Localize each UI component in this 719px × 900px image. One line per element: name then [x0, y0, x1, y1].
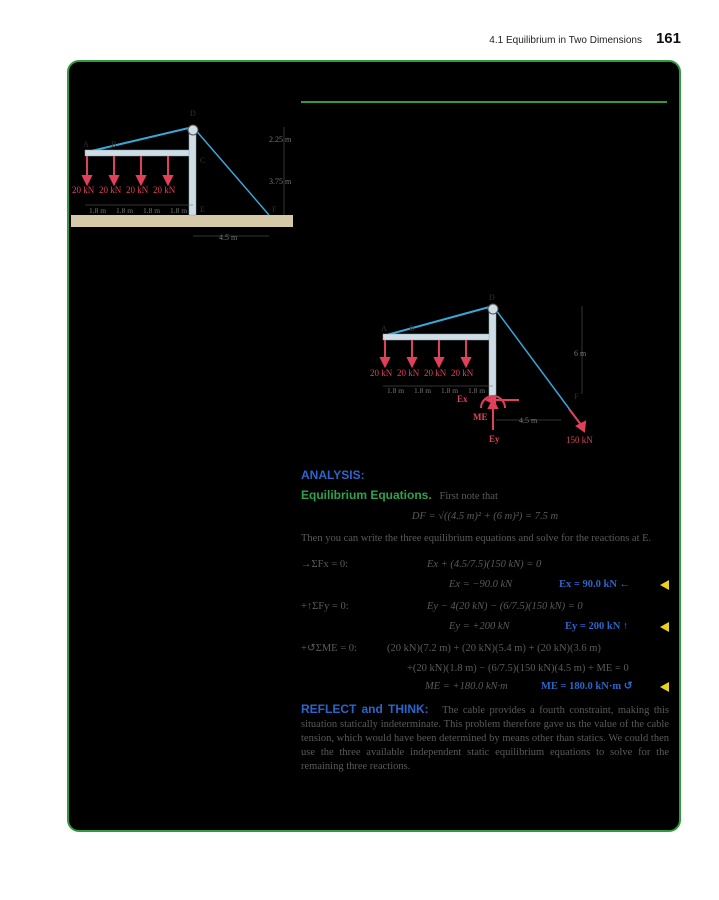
spacing-label: 1.8 m	[143, 206, 161, 215]
dim-h2: 3.75 m	[269, 177, 292, 186]
pulley-d	[188, 125, 198, 135]
ground	[71, 215, 293, 227]
spacing-label: 1.8 m	[441, 386, 459, 395]
figure-free-body	[369, 294, 609, 444]
spacing-label: 1.8 m	[468, 386, 486, 395]
eq1: Ex + (4.5/7.5)(150 kN) = 0	[427, 559, 542, 570]
page-number: 161	[655, 30, 681, 47]
eq3-answer: ME = 180.0 kN·m ↺	[541, 681, 633, 692]
equilibrium-heading: Equilibrium Equations.	[301, 488, 432, 502]
label-b: B	[409, 324, 415, 333]
equation-row	[301, 618, 669, 636]
dim-base: 4.5 m	[219, 233, 238, 242]
label-d: D	[489, 294, 495, 302]
cable-force-label: 150 kN	[566, 435, 593, 444]
cable-df	[87, 127, 193, 152]
equation-row	[301, 658, 669, 678]
section-title: 4.1 Equilibrium in Two Dimensions	[489, 35, 642, 46]
label-e: E	[200, 205, 205, 214]
answer-marker-icon	[660, 622, 669, 632]
eq1-answer: Ex = 90.0 kN ←	[559, 579, 631, 590]
eq3-part1: (20 kN)(7.2 m) + (20 kN)(5.4 m) + (20 kN)(3.6 m)	[387, 643, 601, 654]
green-rule	[301, 101, 667, 103]
sample-problem-panel	[67, 60, 681, 832]
analysis-heading: ANALYSIS:	[301, 468, 365, 482]
load-label: 20 kN	[99, 185, 122, 195]
page-header	[489, 30, 681, 47]
label-a: A	[83, 140, 89, 149]
eq2-result: Ey = +200 kN	[449, 621, 510, 632]
eq2-label: +↑ΣFy = 0:	[301, 601, 349, 612]
label-c: C	[200, 156, 206, 165]
label-f: F	[272, 205, 277, 214]
load-label: 20 kN	[72, 185, 95, 195]
solution-text	[301, 468, 669, 774]
dim-h: 6 m	[574, 349, 587, 358]
equation-row	[301, 556, 669, 576]
reflect-heading: REFLECT and THINK:	[301, 702, 429, 716]
label-me: ME	[473, 412, 488, 422]
label-ex: Ex	[457, 394, 468, 404]
eq3-result: ME = +180.0 kN·m	[425, 681, 508, 692]
label-b: B	[111, 140, 117, 149]
load-arrows	[83, 156, 172, 184]
eq1-result: Ex = −90.0 kN	[449, 579, 513, 590]
spacing-label: 1.8 m	[387, 386, 405, 395]
equation-row	[301, 678, 669, 696]
cable-dF	[193, 127, 269, 215]
beam-ab	[383, 334, 495, 340]
spacing-label: 1.8 m	[414, 386, 432, 395]
cable-df	[383, 306, 493, 336]
eq2-answer: Ey = 200 kN ↑	[565, 621, 629, 632]
post-de	[189, 127, 196, 215]
answer-marker-icon	[660, 580, 669, 590]
dim-base: 4.5 m	[519, 416, 538, 425]
spacing-label: 1.8 m	[170, 206, 188, 215]
load-label: 20 kN	[370, 368, 393, 378]
load-label: 20 kN	[153, 185, 176, 195]
df-equation: DF = √((4.5 m)² + (6 m)²) = 7.5 m	[411, 511, 559, 522]
eq3-part2: +(20 kN)(1.8 m) − (6/7.5)(150 kN)(4.5 m) + ME = 0	[407, 663, 629, 674]
intro-paragraph: Then you can write the three equilibrium equations and solve for the reactions at E.	[301, 533, 652, 544]
load-label: 20 kN	[126, 185, 149, 195]
post-de	[489, 306, 496, 396]
pulley-d	[488, 304, 498, 314]
label-ey: Ey	[489, 434, 500, 444]
eq1-label: →ΣFx = 0:	[301, 559, 349, 570]
dim-h1: 2.25 m	[269, 135, 292, 144]
cable-dF	[493, 306, 579, 422]
load-label: 20 kN	[397, 368, 420, 378]
eq2: Ey − 4(20 kN) − (6/7.5)(150 kN) = 0	[427, 601, 583, 612]
label-f: F	[574, 392, 579, 401]
label-a: A	[381, 324, 387, 333]
equation-row	[301, 576, 669, 594]
answer-marker-icon	[660, 682, 669, 692]
intro-text: First note that	[439, 491, 498, 502]
equation-row	[301, 598, 669, 618]
reflect-text: The cable provides a fourth constraint, making this situation statically indeterminate. This problem therefore gave us the value of the cable tension, which would have been determined by means other than statics. We could then use the three available independent static equilibrium equations to solve for the remaining three reactions.	[301, 705, 670, 772]
eq3-label: +↺ΣME = 0:	[301, 643, 357, 654]
figure-structure	[69, 102, 299, 252]
load-label: 20 kN	[424, 368, 447, 378]
reflect-paragraph	[301, 702, 669, 774]
load-label: 20 kN	[451, 368, 474, 378]
spacing-label: 1.8 m	[116, 206, 134, 215]
equation-row	[301, 640, 669, 658]
beam-ab	[85, 150, 193, 156]
label-d: D	[190, 109, 196, 118]
spacing-label: 1.8 m	[89, 206, 107, 215]
